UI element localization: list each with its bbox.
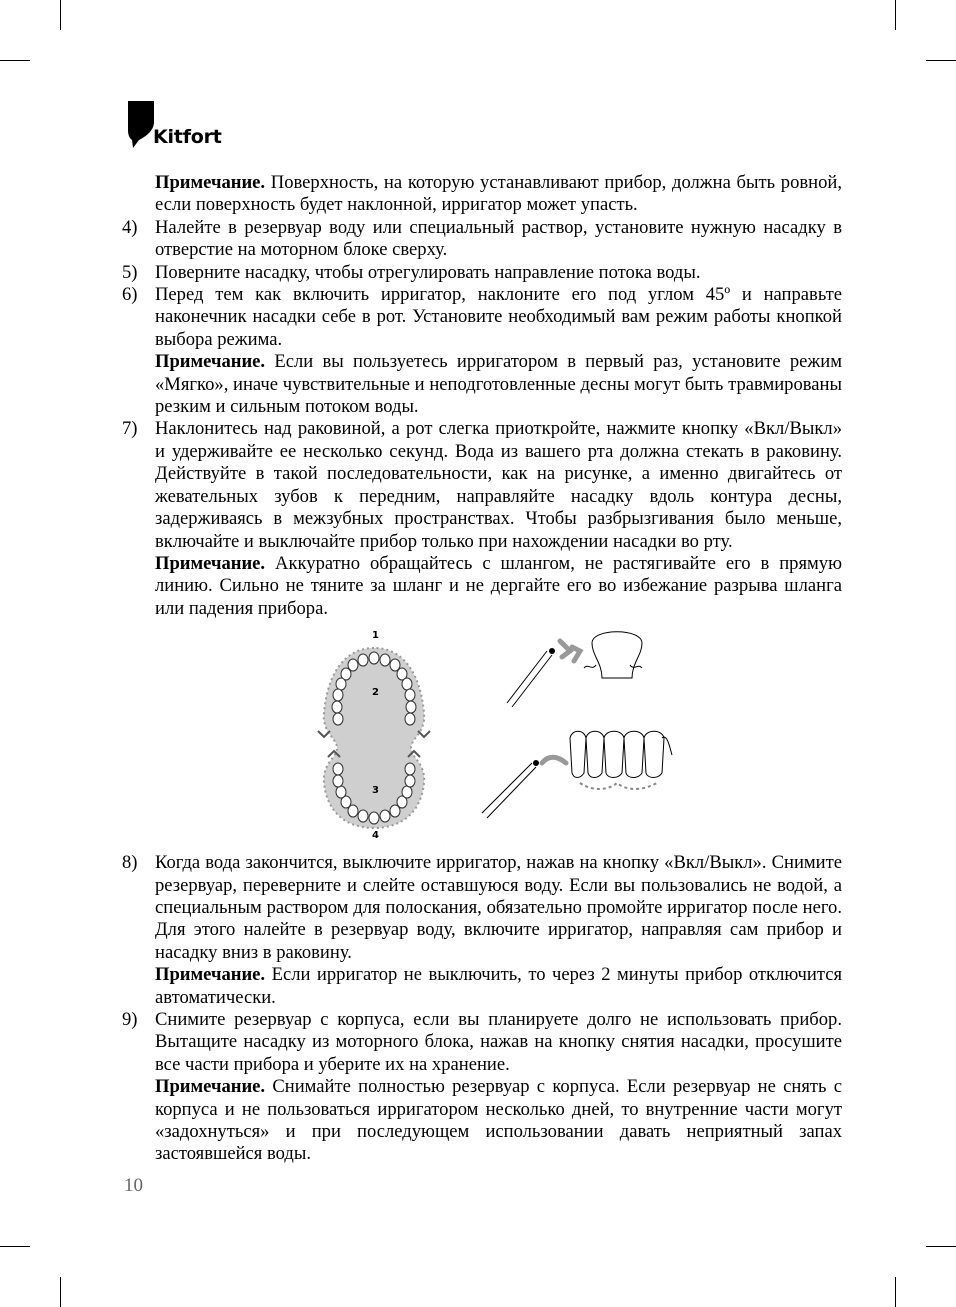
figure-label: 2 bbox=[372, 687, 379, 699]
crop-mark bbox=[895, 1277, 896, 1307]
note-surface bbox=[122, 172, 842, 217]
irrigator-teeth-row-diagram bbox=[482, 731, 672, 818]
list-number: 7) bbox=[122, 418, 138, 440]
jaw-diagram bbox=[318, 630, 430, 838]
list-item bbox=[122, 262, 842, 284]
teeth-cleaning-figure bbox=[122, 623, 842, 838]
figure-label: 4 bbox=[372, 830, 379, 839]
list-text: Перед тем как включить ирригатор, наклоните его под углом 45º и направьте наконечник насадки себе в рот. Установите необходимый вам режим работы кнопкой выбора режима. bbox=[155, 284, 842, 350]
crop-mark bbox=[0, 60, 30, 61]
list-text: Снимите резервуар с корпуса, если вы планируете долго не использовать прибор. Вытащите насадку из моторного блока, нажав на кнопку снятия насадки, просушите все части прибора и уберите их на хранение. bbox=[155, 1008, 842, 1075]
irrigator-tooth-side-diagram bbox=[507, 632, 642, 707]
list-item bbox=[122, 217, 842, 262]
crop-mark bbox=[895, 0, 896, 30]
note-text: Снимайте полностью резервуар с корпуса. Если резервуар не снять с корпуса и не пользоваться ирригатором несколько дней, то внутренние части могут «задохнуться» и при последующем использовании давать неприятный запах застоявшейся воды. bbox=[155, 1076, 842, 1165]
note-text: Аккуратно обращайтесь с шлангом, не растягивайте его в прямую линию. Сильно не тяните за шланг и не дергайте его во избежание разрыва шланга или падения прибора. bbox=[155, 552, 842, 619]
note-text: Если ирригатор не выключить, то через 2 минуты прибор отключится автоматически. bbox=[155, 964, 842, 1008]
list-number: 8) bbox=[122, 852, 138, 874]
list-item bbox=[122, 418, 842, 552]
list-number: 5) bbox=[122, 261, 138, 283]
crop-mark bbox=[926, 60, 956, 61]
list-text: Поверните насадку, чтобы отрегулировать направление потока воды. bbox=[155, 261, 701, 283]
list-item bbox=[122, 1009, 842, 1076]
list-item bbox=[122, 852, 842, 964]
figure-label: 1 bbox=[372, 630, 379, 642]
note-reservoir bbox=[122, 1076, 842, 1166]
document-body bbox=[122, 172, 842, 1166]
note-label: Примечание. bbox=[155, 552, 266, 574]
list-text: Когда вода закончится, выключите ирригатор, нажав на кнопку «Вкл/Выкл». Снимите резервуар, переверните и слейте оставшуюся воду. Если вы пользовались не водой, а специальным раствором для полоскания, обязательно промойте ирригатор после него. Для этого налейте в резервуар воду, включите ирригатор, направляя сам прибор и насадку вниз в раковину. bbox=[155, 852, 842, 963]
note-label: Примечание. bbox=[155, 351, 266, 373]
crop-mark bbox=[60, 1277, 61, 1307]
page-number: 10 bbox=[124, 1175, 143, 1196]
crop-mark bbox=[0, 1246, 30, 1247]
list-number: 4) bbox=[122, 216, 138, 238]
figure-svg bbox=[122, 623, 842, 838]
note-label: Примечание. bbox=[155, 172, 266, 193]
crop-mark bbox=[926, 1246, 956, 1247]
list-text: Налейте в резервуар воду или специальный раствор, установите нужную насадку в отверстие на моторном блоке сверху. bbox=[155, 216, 842, 261]
note-hose bbox=[122, 553, 842, 620]
note-auto-off bbox=[122, 964, 842, 1009]
note-text: Поверхность, на которую устанавливают прибор, должна быть ровной, если поверхность будет наклонной, ирригатор может упасть. bbox=[155, 172, 842, 216]
note-text: Если вы пользуетесь ирригатором в первый раз, установите режим «Мягко», иначе чувствительные и неподготовленные десны могут быть травмированы резким и сильным потоком воды. bbox=[155, 351, 842, 418]
figure-label: 3 bbox=[372, 785, 379, 797]
list-number: 6) bbox=[122, 284, 138, 306]
list-text: Наклонитесь над раковиной, а рот слегка приоткройте, нажмите кнопку «Вкл/Выкл» и удерживайте ее несколько секунд. Вода из вашего рта должна стекать в раковину. Действуйте в такой последовательности, как на рисунке, а именно двигайтесь от жевательных зубов к передним, направляйте насадку вдоль контура десны, задерживаясь в межзубных пространствах. Чтобы разбрызгивания было меньше, включайте и выключайте прибор только при нахождении насадки во рту. bbox=[155, 418, 842, 552]
note-label: Примечание. bbox=[155, 1076, 266, 1098]
list-item bbox=[122, 284, 842, 351]
note-label: Примечание. bbox=[155, 964, 266, 986]
crop-mark bbox=[60, 0, 61, 30]
list-number: 9) bbox=[122, 1008, 138, 1030]
brand-name: Kitfort bbox=[153, 126, 222, 148]
note-first-use bbox=[122, 351, 842, 418]
